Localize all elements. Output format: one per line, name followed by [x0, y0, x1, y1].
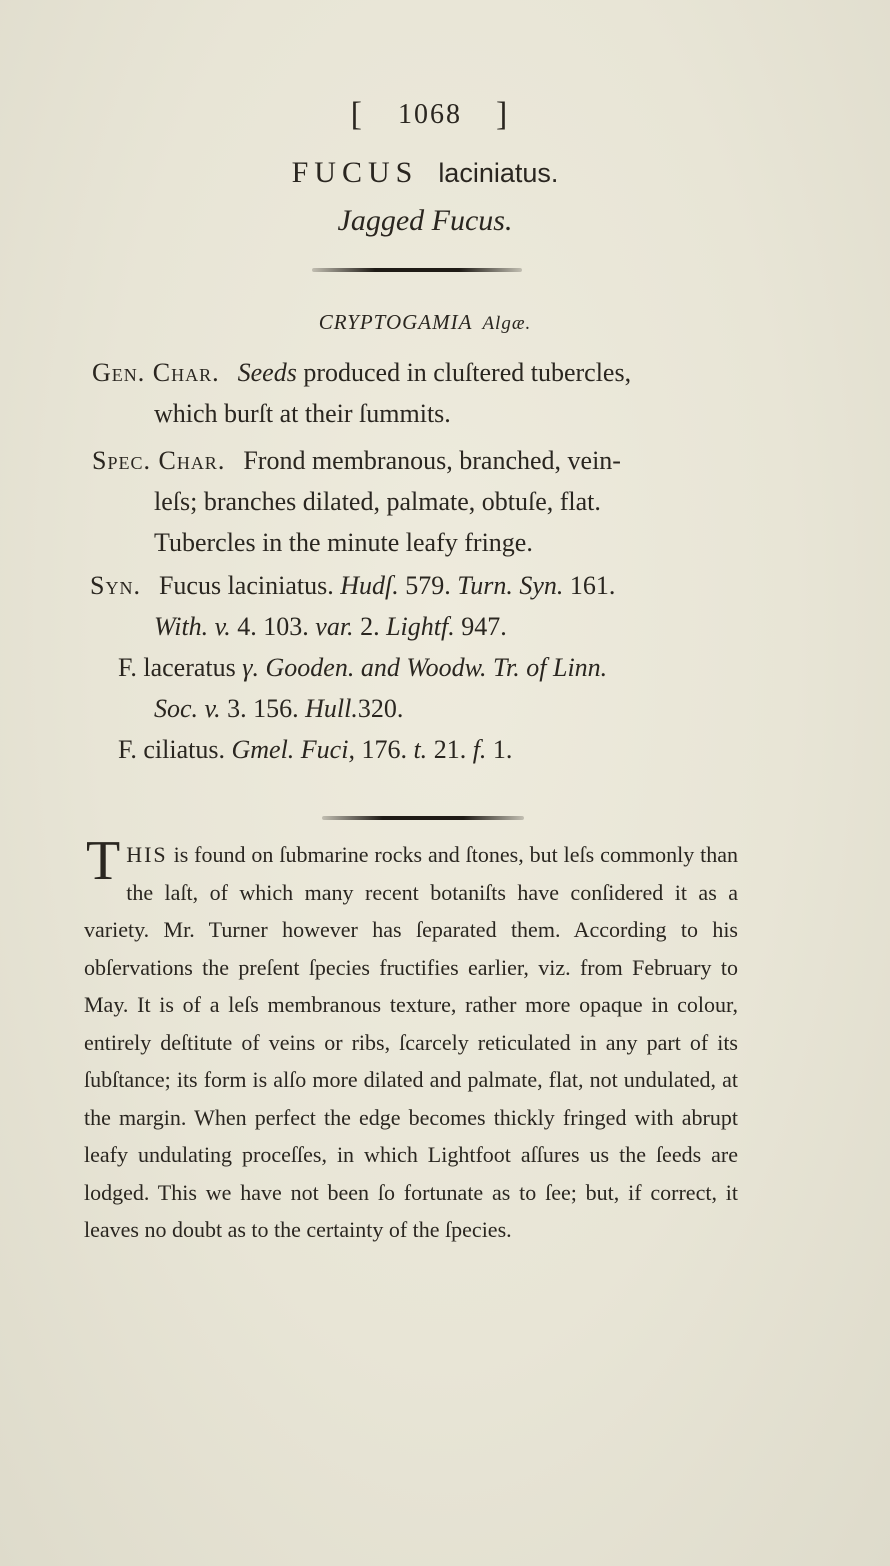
- page-number-value: 1068: [398, 99, 462, 130]
- syn-line-5: [90, 729, 770, 770]
- syn-ref-gooden: Gooden. and Woodw. Tr. of Linn.: [265, 653, 608, 682]
- gen-char-label: Gen. Char.: [92, 358, 220, 387]
- syn-num-hull: 320.: [357, 694, 404, 723]
- gen-char-line-1: [92, 352, 764, 393]
- common-name: Jagged Fucus.: [337, 204, 513, 237]
- classification: [0, 310, 850, 335]
- syn-ref-withering: With. v.: [154, 612, 231, 641]
- syn-num-withering: 4. 103.: [237, 612, 309, 641]
- spec-char-line-3: Tubercles in the minute leafy fringe.: [154, 528, 533, 557]
- open-bracket: [: [350, 96, 364, 133]
- syn-num-turner: 161.: [569, 571, 616, 600]
- syn-name-laceratus: F. laceratus: [118, 653, 236, 682]
- syn-line-2: [90, 606, 770, 647]
- syn-num-f: 1.: [492, 735, 513, 764]
- opening-word: HIS: [126, 842, 168, 867]
- species-title: [0, 156, 850, 190]
- description-body: [84, 830, 739, 1249]
- gen-char-text-1: produced in cluſtered tubercles,: [303, 358, 632, 387]
- syn-ref-turner: Turn. Syn.: [457, 571, 564, 600]
- syn-ref-hudson: Hudſ.: [340, 571, 399, 600]
- ordo-name: Algæ.: [482, 313, 532, 334]
- genus-name: FUCUS: [291, 156, 419, 189]
- syn-ref-hull: Hull.: [305, 694, 358, 723]
- specific-character: [92, 440, 764, 563]
- syn-num-gmelin: 176.: [361, 735, 407, 764]
- syn-num-soc: 3. 156.: [227, 694, 299, 723]
- syn-num-lightfoot: 947.: [461, 612, 507, 641]
- syn-name-1: Fucus laciniatus.: [158, 571, 334, 600]
- syn-ref-gmelin: Gmel. Fuci,: [231, 735, 355, 764]
- syn-line-1: [90, 565, 770, 606]
- syn-label: Syn.: [90, 571, 141, 600]
- close-bracket: ]: [496, 96, 510, 133]
- syn-ref-var: var.: [315, 612, 354, 641]
- description-text: is found on ſubmarine rocks and ſtones, but leſs commonly than the laſt, of which many recent botaniſts have conſidered it as a variety. Mr. Turner however has ſeparated them. According to his obſervations the preſent ſpecies fructifies earlier, viz. from February to May. It is of a leſs membranous texture, rather more opaque in colour, entirely deſtitute of veins or ribs, ſcarcely reticulated in any part of its ſubſtance; its form is alſo more dilated and palmate, flat, not undulated, at the margin. When perfect the edge becomes thickly fringed with abrupt leafy undulating proceſſes, in which Lightfoot aſſures us the ſeeds are lodged. This we have not been ſo fortunate as to ſee; but, if correct, it leaves no doubt as to the certainty of the ſpecies.: [84, 842, 739, 1242]
- species-epithet: laciniatus.: [438, 158, 559, 188]
- synonymy: [90, 565, 770, 770]
- section-rule: [322, 816, 524, 820]
- syn-ref-soc: Soc. v.: [154, 694, 221, 723]
- syn-name-ciliatus: F. ciliatus.: [118, 735, 225, 764]
- spec-char-text-1: Frond membranous, branched, vein-: [243, 446, 621, 475]
- drop-cap: T: [86, 830, 121, 892]
- spec-char-line-1: [92, 440, 764, 481]
- generic-character: [92, 352, 764, 434]
- description-paragraph: [84, 830, 739, 1249]
- gen-char-seeds: Seeds: [237, 358, 297, 387]
- spec-char-line-2: leſs; branches dilated, palmate, obtuſe, flat.: [154, 487, 601, 516]
- syn-ref-lightfoot: Lightf.: [386, 612, 455, 641]
- syn-num-t: 21.: [433, 735, 467, 764]
- syn-line-4: [90, 688, 770, 729]
- syn-line-3: [90, 647, 770, 688]
- syn-greek-gamma: γ.: [242, 653, 260, 682]
- classis-name: CRYPTOGAMIA: [318, 310, 473, 334]
- syn-ref-t: t.: [413, 735, 428, 764]
- syn-ref-f: f.: [472, 735, 487, 764]
- syn-num-hudson: 579.: [405, 571, 451, 600]
- gen-char-line-2: which burſt at their ſummits.: [154, 399, 451, 428]
- header-rule: [312, 268, 522, 272]
- spec-char-label: Spec. Char.: [92, 446, 226, 475]
- syn-num-var: 2.: [360, 612, 380, 641]
- page-number: [0, 96, 860, 134]
